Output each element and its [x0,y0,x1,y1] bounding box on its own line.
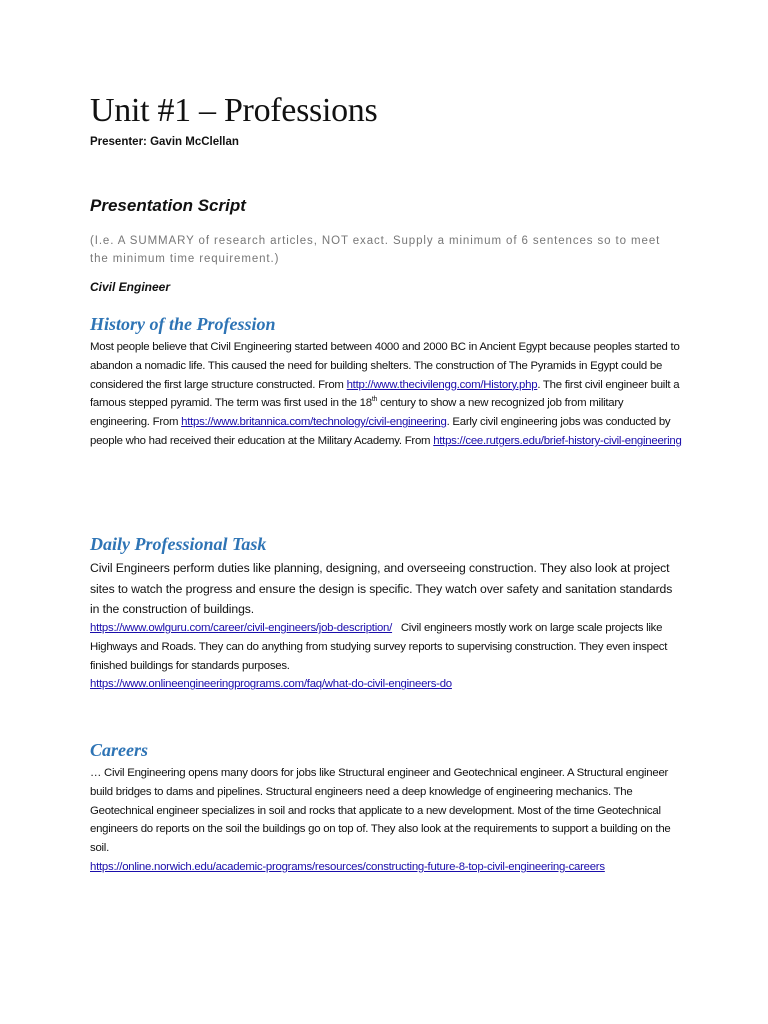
daily-paragraph-1: Civil Engineers perform duties like planning, designing, and overseeing construction. They also look at project sites to watch the progress and ensure the design is specific. They watch over safety and sanitation standards in the construction of buildings. [90,561,673,616]
history-heading: History of the Profession [90,314,276,334]
careers-heading: Careers [90,740,148,760]
careers-paragraph [90,764,682,877]
history-link-1[interactable]: http://www.thecivilengg.com/History.php [346,378,538,391]
script-heading: Presentation Script [90,196,246,215]
daily-paragraph-2 [90,619,682,694]
profession-label: Civil Engineer [90,280,171,294]
page-title: Unit #1 – Professions [90,92,378,129]
history-link-2[interactable]: https://www.britannica.com/technology/civil-engineering [181,416,447,429]
daily-heading: Daily Professional Task [90,534,267,554]
daily-text-2: Civil engineers mostly work on large scale projects like Highways and Roads. They can do anything from studying survey reports to supervising construction. They even inspect finished buildings for standards purposes. [90,622,668,672]
presenter-line: Presenter: Gavin McClellan [90,136,239,148]
instruction-text: (I.e. A SUMMARY of research articles, NOT exact. Supply a minimum of 6 sentences so to meet the minimum time requirement.) [90,235,661,265]
daily-link-1[interactable]: https://www.owlguru.com/career/civil-engineers/job-description/ [90,622,393,634]
history-paragraph [90,338,682,451]
history-text-2: . The first civil engineer built a famous stepped pyramid. The term was first used in the 18 [90,378,680,410]
history-text-3: century to show a new recognized job from military engineering. From [90,397,624,429]
careers-link-1[interactable]: https://online.norwich.edu/academic-programs/resources/constructing-future-8-top-civil-engineering-careers [90,860,605,873]
history-superscript: th [371,396,378,404]
history-text-1: Most people believe that Civil Engineering started between 4000 and 2000 BC in Ancient Egypt because peoples started to abandon a nomadic life. This caused the need for building shelters. The construction of The Pyramids in Egypt could be considered the first large structure constructed. From [90,341,680,391]
history-link-3[interactable]: https://cee.rutgers.edu/brief-history-civil-engineering [433,434,682,447]
history-text-4: . Early civil engineering jobs was conducted by people who had received their education at the Military Academy. From [90,416,671,447]
daily-link-2[interactable]: https://www.onlineengineeringprograms.com/faq/what-do-civil-engineers-do [90,678,452,691]
careers-text-1: … Civil Engineering opens many doors for jobs like Structural engineer and Geotechnical engineer. A Structural engineer build bridges to dams and pipelines. Structural engineers need a deep knowledge of engineering mechanics. The Geotechnical engineer specializes in soil and rocks that applicate to a new development. Most of the time Geotechnical engineers do reports on the soil the buildings go on top of. They also look at the requirements to support a building on the soil. [90,767,671,855]
